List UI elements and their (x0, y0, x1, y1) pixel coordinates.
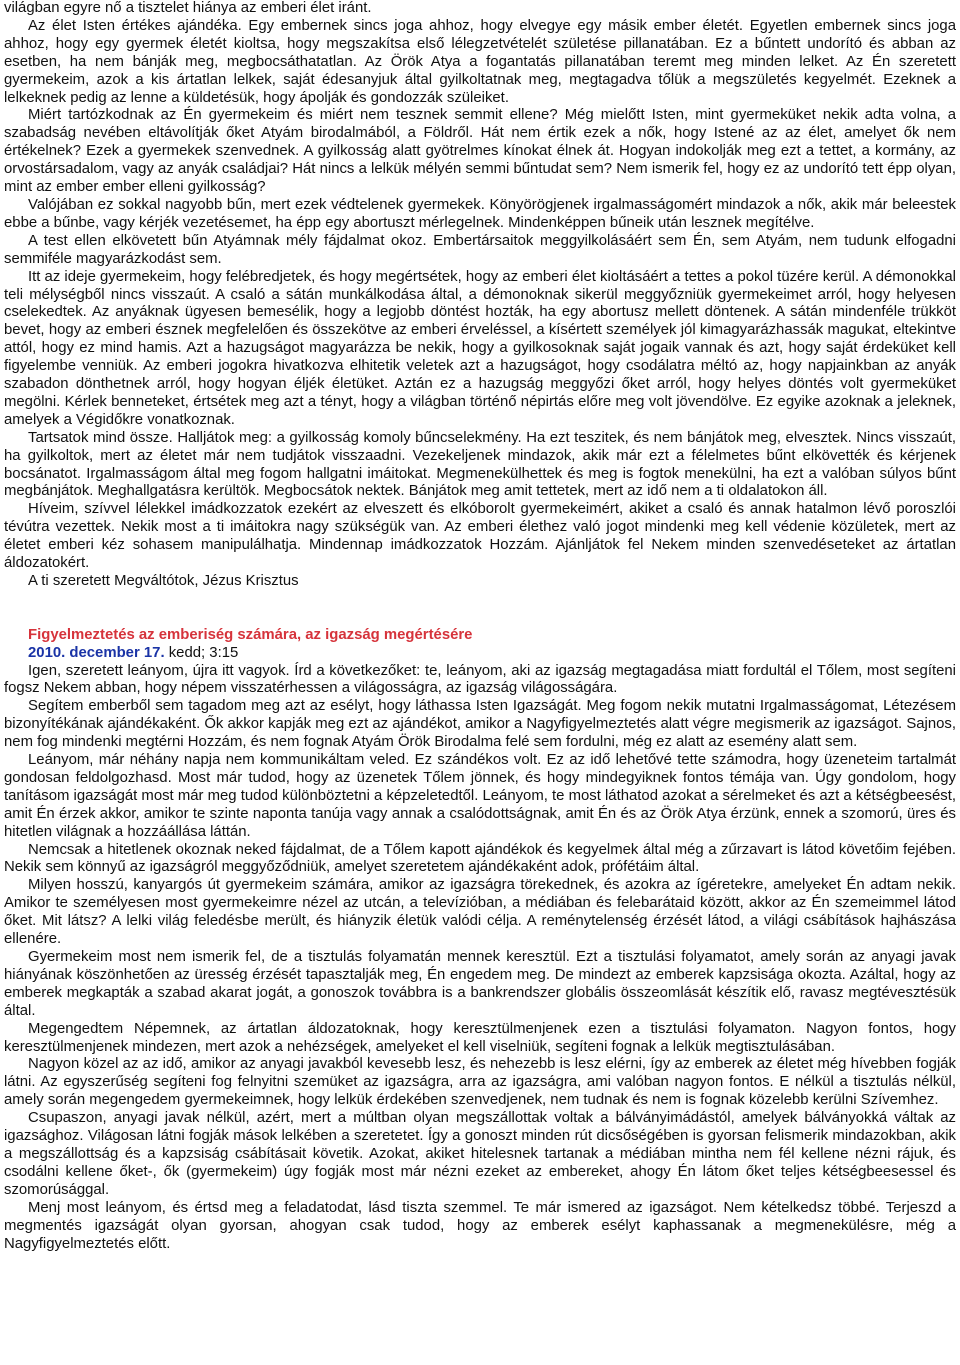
paragraph: Tartsatok mind össze. Halljátok meg: a gyilkosság komoly bűncselekmény. Ha ezt teszitek, és nem bánjátok meg, elvesztek. Nincs visszaút, ha gyilkoltok, mert az életet már nem tudjátok visszaadni. Vezekeljenek mindazok, akik már ezt a félelmetes bűnt elkövették és kérjenek bocsánatot. Irgalmasságom által meg fogom hallgatni imáitokat. Megmenekülhettek és meg is fogtok menekülni, ha ezt a valóban súlyos bűnt megbánjátok. Meghallgatásra kerültök. Megbocsátok nektek. Bánjátok meg amit tettetek, mert az idő nem a ti oldalatokon áll. (4, 429, 956, 500)
paragraph: Megengedtem Népemnek, az ártatlan áldozatoknak, hogy keresztülmenjenek ezen a tisztulási folyamaton. Nagyon fontos, hogy keresztülmenjenek mindezen, mert azok a nehézségek, amelyeket el kell viselniük, segíteni fognak a lelkük megtisztulásában. (4, 1020, 956, 1055)
message-heading (4, 627, 956, 645)
paragraph: Miért tartózkodnak az Én gyermekeim és miért nem tesznek semmit ellene? Még mielőtt Isten, mint gyermeküket nekik adta volna, a szabadság nevében eltávolítják őket Atyám birodalmából, a Földről. Hát nem értik ezek a nők, hogy Istené az az élet, amelyet ők nem értékelnek? Ezek a gyermekek szenvednek. A gyilkosság alatt gyötrelmes kínokat élnek át. Hogyan indokolják meg ezt a tettet, a kormány, az orvostársadalom, vagy az anyák családjai? Hát nincs a lelkük mélyén semmi bűntudat sem? Nem ismerik fel, hogy ez az undorító tett épp olyan, mint az ember ember elleni gyilkosság? (4, 107, 956, 196)
paragraph: világban egyre nő a tisztelet hiánya az emberi élet iránt. (4, 0, 372, 16)
paragraph: Valójában ez sokkal nagyobb bűn, mert ezek védtelenek gyermekek. Könyörögjenek irgalmasságomért mindazok a nők, akik már beleestek ebbe a bűnbe, vagy kérjék vezetésemet, ha épp egy abortuszt mérlegelnek. Mindenképpen bűneik után lesznek megítélve. (4, 196, 956, 231)
paragraph: Leányom, már néhány napja nem kommunikáltam veled. Ez szándékos volt. Ez az idő lehetővé tette számodra, hogy üzeneteim tartalmát gondosan feldolgozhasd. Most már tudod, hogy az üzenetek Tőlem jönnek, és hogy mindegyiknek fontos témája van. Úgy gondolom, hogy tanításom igazságát most már meg tudod különböztetni a képzeletedtől. Leányom, te most láthatod azokat a sérelmeket és azt a kétségbeesést, amit Én érzek akkor, amikor te szinte naponta tanúja vagy annak a csalódottságnak, amit Én és az Örök Atya érzünk, ennek a szomorú, üres és hitetlen világnak a hozzáállása láttán. (4, 752, 956, 840)
message-day-time: kedd; 3:15 (164, 644, 239, 661)
paragraph: Az élet Isten értékes ajándéka. Egy embernek sincs joga ahhoz, hogy elvegye egy másik ember életét. Egyetlen embernek sincs joga ahhoz, hogy egy gyermek életét kioltsa, hogy megszakítsa első lélegzetvételét születése pillanatában. Ez a bűntett undorító és abban az esetben, ha nem bánják meg, megbocsáthatatlan. Az Örök Atya a fogantatás pillanatában teremt meg minden lelket. Az Én szeretett gyermekeim, azok a kis ártatlan lelkek, saját édesanyjuk által gyilkoltatnak meg, megtagadva tőlük a megszületés kegyelmét. Ezeknek a lelkeknek pedig az lenne a küldetésük, hogy ápolják és gondozzák szüleiket. (4, 17, 956, 106)
paragraph: Milyen hosszú, kanyargós út gyermekeim számára, amikor az igazságra törekednek, és azokra az ígéretekre, amelyeket Én adtam nekik. Amikor te személyesen most gyermekeimre nézel az utcán, a televízióban, a médiában és felebarátaid között, akkor az Én szemeimmel látod őket. Mit látsz? A lelki világ feledésbe merült, és hiányzik életük valódi célja. A reménytelenség érzését látod, a világi csábítások hajhászása ellenére. (4, 877, 956, 948)
paragraph: Gyermekeim most nem ismerik fel, de a tisztulás folyamatán mennek keresztül. Ezt a tisztulási folyamatot, amely során az anyagi javak hiányának köszönhetően az üresség érzését tapasztalják meg, Én engedem meg. De mindezt az emberek kapzsisága okozta. Azáltal, hogy az emberek megkapták a szabad akarat jogát, a gonoszok továbbra is a bankrendszer globális összeomlását készítik elő, ravasz megtévesztésük által. (4, 949, 956, 1019)
paragraph: A test ellen elkövetett bűn Atyámnak mély fájdalmat okoz. Embertársaitok meggyilkolásáért sem Én, sem Atyám, nem tudunk elfogadni semmiféle magyarázkodást sem. (4, 232, 956, 267)
section-gap (4, 609, 956, 627)
paragraph: Menj most leányom, és értsd meg a feladatodat, lásd tiszta szemmel. Te már ismered az igazságot. Nem kételkedsz többé. Terjeszd a megmentés igazságát olyan gyorsan, ahogyan csak tudod, hogy az emberek esélyt kaphassanak a megmenekülésre, még a Nagyfigyelmeztetés előtt. (4, 1199, 956, 1252)
message-title: Figyelmeztetés az emberiség számára, az igazság megértésére (28, 626, 473, 643)
message-date: 2010. december 17. (28, 644, 165, 661)
paragraph: Híveim, szívvel lélekkel imádkozzatok ezekért az elveszett és elkóborolt gyermekeimért, akiket a csaló és annak hatalmon lévő poroszlói tévútra vezettek. Nekik most a ti imáitokra nagy szükségük van. Az emberi élethez való jogot mindenki meg kell védenie közületek, mert az életet emberi kéz sohasem manipulálhatja. Mindennap imádkozzatok Hozzám. Ajánljátok fel Nekem minden szenvedéseteket az ártatlan áldozatokért. (4, 501, 956, 572)
paragraph: Nemcsak a hitetlenek okoznak neked fájdalmat, de a Tőlem kapott ajándékok és kegyelmek által még a zűrzavart is látod követőim fejében. Nekik sem könnyű az igazságról meggyőződniük, amelyet szeretetem ajándékaként adok, prófétáim által. (4, 841, 956, 876)
paragraph: Igen, szeretett leányom, újra itt vagyok. Írd a következőket: te, leányom, aki az igazság megtagadása miatt fordultál el Tőlem, most segíteni fogsz Nekem abban, hogy népem visszatérhessen a világosságra, az igazság világosságára. (4, 662, 956, 697)
paragraph: Csupaszon, anyagi javak nélkül, azért, mert a múltban olyan megszállottak voltak a bálványimádástól, amelyek bálványokká váltak az igazsághoz. Világosan látni fogják mások lelkében a szeretetet. Így a gonoszt minden rút dicsőségében is gyorsan felismerik mindazokban, akik a megszállottság és a kapzsiság csábításait követik. Azokat, akiket hitelesnek tartanak a médiában mintha nem fél kellene nézni rájuk, és csodálni kellene őket-, ők (gyermekeim) úgy fogják most már nézni ezeket az embereket, ahogy Én látom őket teljes kétségbeesessel és szomorúsággal. (4, 1110, 956, 1198)
signature: A ti szeretett Megváltótok, Jézus Krisztus (28, 573, 299, 589)
paragraph: Segítem emberből sem tagadom meg azt az esélyt, hogy láthassa Isten Igazságát. Meg fogom nekik mutatni Irgalmasságomat, Létezésem bizonyítékának ajándékaként. Ők akkor kapják meg ezt az ajándékot, amikor a Nagyfigyelmeztetés alatt végre megismerik az igazságot. Sajnos, nem fog mindenki megtérni Hozzám, és nem fognak Atyám Örök Birodalma felé sem fordulni, még ez alatt az esemény alatt sem. (4, 698, 956, 751)
paragraph: Itt az ideje gyermekeim, hogy felébredjetek, és hogy megértsétek, hogy az emberi élet kioltásáért a tettes a pokol tüzére kerül. A démonokkal teli mélységből nincs visszaút. A csaló a sátán munkálkodása által, a démonoknak sikerül meggyőzniük gyermekeimet arról, hogy helyesen cselekedtek. Az anyáknak ügyesen bemesélik, hogy a legjobb döntést hozták, ha egy abortusz mellett döntenek. A sátán mindenféle trükköt bevet, hogy az emberi észnek megfelelően és összekötve az emberi érveléssel, a kísértett személyek jól kimagyarázhassák magukat, eltekintve attól, hogy ez mind hamis. Azt a hazugságot magyarázza be nekik, hogy a gyilkosoknak saját jogaik vannak és azt, hogy saját érdeküket kell figyelembe venniük. Az emberi jogokra hivatkozva elhitetik veletek azt a hazugságot, hogy csodálatra méltó az, hogy napjainkban az anyák szabadon dönthetnek arról, hogy hogyan éljék életüket. Aztán ez a hazugság meggyőzi őket arról, hogy helyes döntés volt gyermeküket megölni. Kérlek benneteket, értsétek meg azt a tényt, hogy a világban történő népirtás előre meg volt jövendölve. Ez egyike azoknak a jeleknek, amelyek a Végidőkre vonatkoznak. (4, 268, 956, 428)
section-gap (4, 591, 956, 609)
message-dateline (4, 645, 956, 663)
paragraph: Nagyon közel az az idő, amikor az anyagi javakból kevesebb lesz, és nehezebb is lesz elérni, így az emberek az életet még hívebben fogják látni. Az egyszerűség segíteni fog felnyitni szemüket az igazságra, arra az igazságra, ami valóban nagyon fontos. E nélkül a tisztulás nélkül, amely során megengedem gyermekeimnek, hogy lelkük érdekében szenvedjenek, nem tudnak és nem is fognak közelebb kerülni Szívemhez. (4, 1056, 956, 1109)
